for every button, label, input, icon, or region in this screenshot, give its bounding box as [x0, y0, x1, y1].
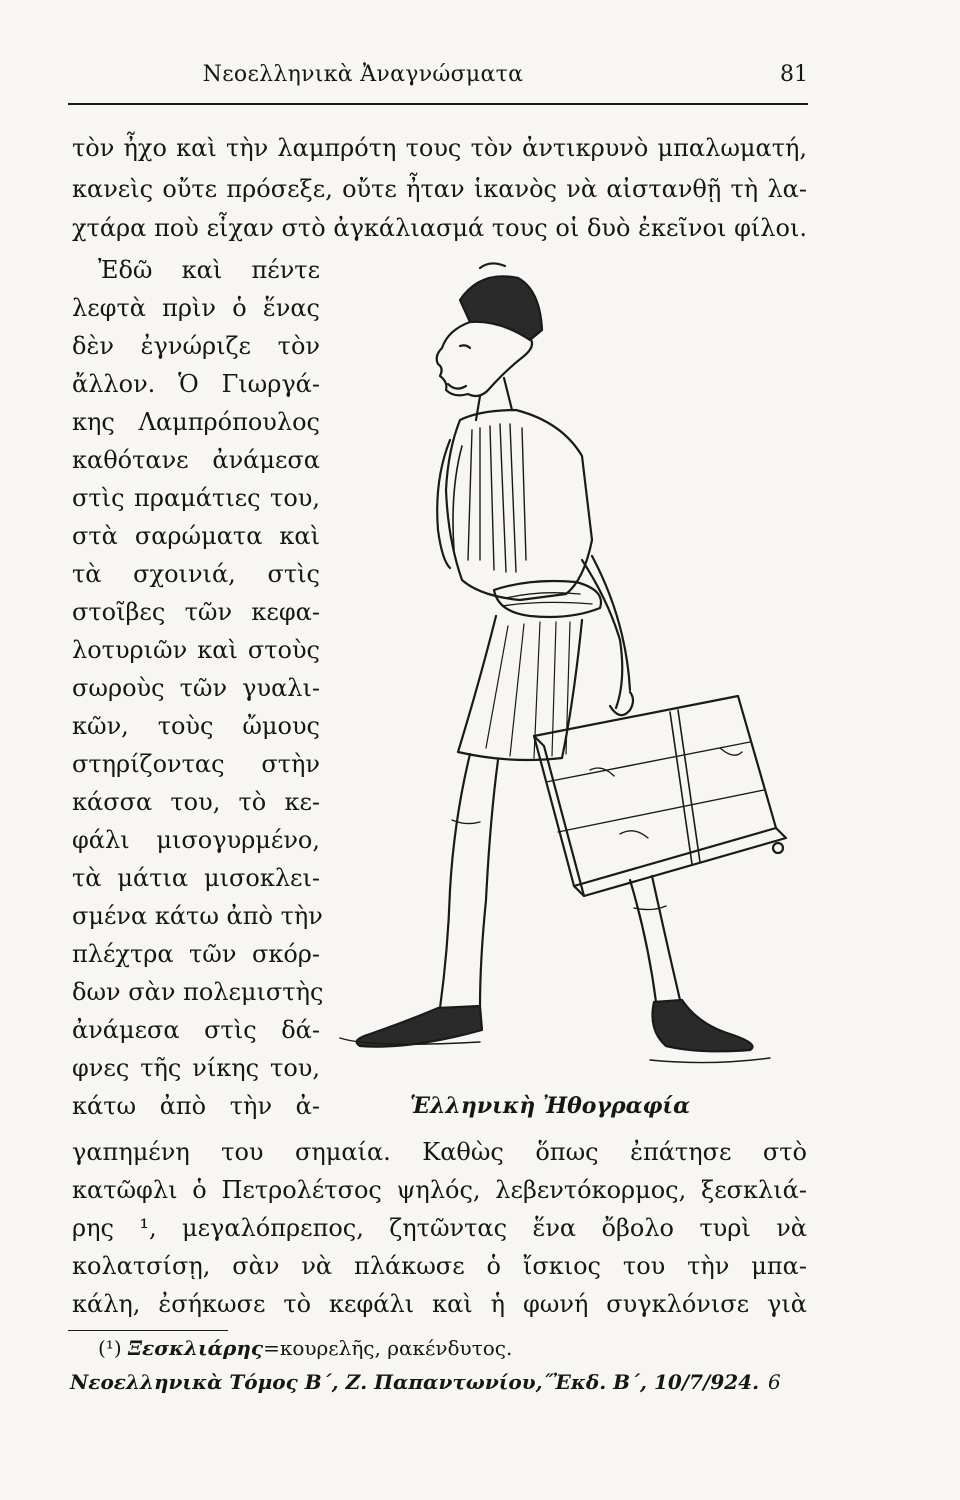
text-line: κάσσα του, τὸ κε-: [72, 788, 320, 816]
text-line: στηρίζοντας στὴν: [72, 750, 320, 778]
footnote-term: Ξεσκλιάρης: [127, 1336, 264, 1360]
text-line: στὶς πραμάτιες του,: [72, 484, 320, 512]
printer-signature: Νεοελληνικὰ Τόμος Β΄, Ζ. Παπαντωνίου,˝Ἐκδ. Β΄, 10/7/924.: [70, 1370, 760, 1394]
ethnographic-illustration: [330, 260, 810, 1100]
text-line: κῶν, τοὺς ὤμους: [72, 712, 320, 740]
footnote-rule: [68, 1330, 228, 1331]
text-line: τὰ σχοινιά, στὶς: [72, 560, 320, 588]
text-line: τὸν ἦχο καὶ τὴν λαμπρότη τους τὸν ἀντικρυνὸ μπαλωματή,: [72, 134, 807, 162]
text-line: λοτυριῶν καὶ στοὺς: [72, 636, 320, 664]
text-line: κης Λαμπρόπουλος: [72, 408, 320, 436]
text-line: λεφτὰ πρὶν ὁ ἕνας: [72, 294, 320, 322]
page-number: 81: [780, 62, 808, 87]
sheet-number: 6: [768, 1370, 781, 1394]
footnote-marker: (¹): [98, 1336, 122, 1360]
running-header: [68, 60, 808, 100]
text-line: κολατσίσῃ, σὰν νὰ πλάκωσε ὁ ἴσκιος του τὴν μπα-: [72, 1252, 807, 1280]
running-title: Νεοελληνικὰ Ἀναγνώσματα: [202, 62, 524, 87]
text-line: κανεὶς οὔτε πρόσεξε, οὔτε ἦταν ἱκανὸς νὰ αἰστανθῇ τὴ λα-: [72, 175, 807, 203]
text-line: δὲν ἐγνώριζε τὸν: [72, 332, 320, 360]
text-line: γαπημένη του σημαία. Καθὼς ὅπως ἐπάτησε στὸ: [72, 1138, 807, 1166]
text-line: στὰ σαρώματα καὶ: [72, 522, 320, 550]
text-line: σμένα κάτω ἀπὸ τὴν: [72, 902, 323, 930]
text-line: κατῶφλι ὁ Πετρολέτσος ψηλός, λεβεντόκορμος, ξεσκλιά-: [72, 1176, 807, 1204]
text-line: Ἐδῶ καὶ πέντε: [98, 256, 320, 284]
footnote-definition: =κουρελῆς, ρακένδυτος.: [263, 1336, 513, 1360]
text-line: ἄλλον. Ὁ Γιωργά-: [72, 370, 320, 398]
text-line: σωροὺς τῶν γυαλι-: [72, 674, 320, 702]
text-line: φάλι μισογυρμένο,: [72, 826, 320, 854]
footnote: [98, 1336, 512, 1360]
text-line: ρης ¹, μεγαλόπρεπος, ζητῶντας ἕνα ὄβολο τυρὶ νὰ: [72, 1214, 807, 1242]
text-line: καθότανε ἀνάμεσα: [72, 446, 320, 474]
text-line: φνες τῆς νίκης του,: [72, 1054, 320, 1082]
text-line: στοῖβες τῶν κεφα-: [72, 598, 320, 626]
text-line: κάλη, ἐσήκωσε τὸ κεφάλι καὶ ἡ φωνή συγκλόνισε γιὰ: [72, 1290, 807, 1318]
text-line: δων σὰν πολεμιστὴς: [72, 978, 324, 1006]
header-rule: [68, 103, 808, 105]
illustration-caption: Ἑλληνικὴ Ἠθογραφία: [410, 1093, 691, 1119]
text-line: πλέχτρα τῶν σκόρ-: [72, 940, 320, 968]
text-line: ἀνάμεσα στὶς δά-: [72, 1016, 320, 1044]
text-line: κάτω ἀπὸ τὴν ἀ-: [72, 1092, 320, 1120]
text-line: τὰ μάτια μισοκλει-: [72, 864, 320, 892]
text-line: χτάρα ποὺ εἶχαν στὸ ἀγκάλιασμά τους οἱ δυὸ ἐκεῖνοι φίλοι.: [72, 214, 807, 242]
